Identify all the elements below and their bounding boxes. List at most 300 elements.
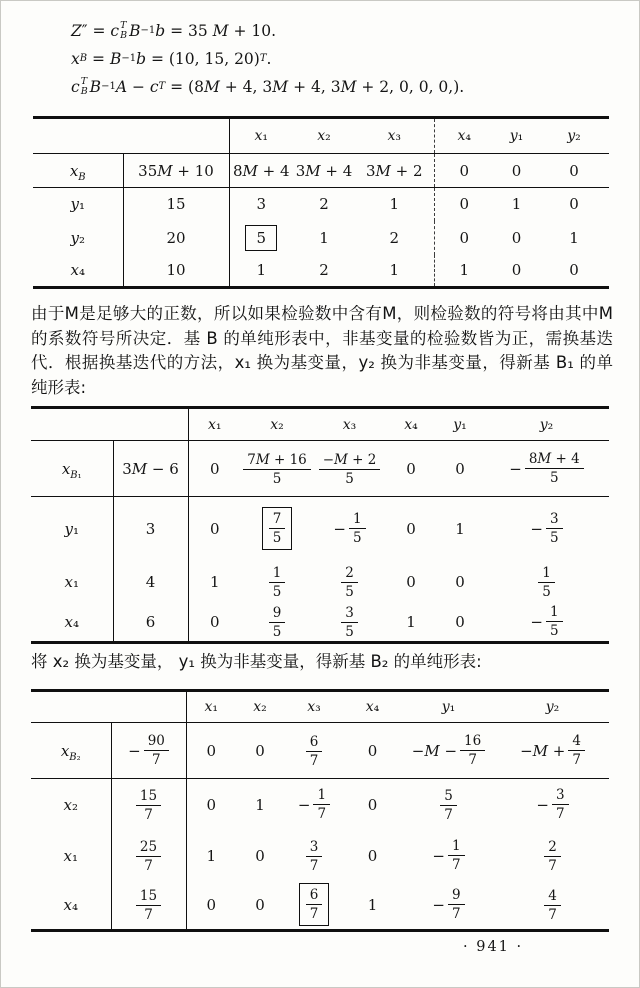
fraction-prefix: − xyxy=(128,741,141,760)
table-cell-value: 8M + 4 xyxy=(232,161,290,180)
fraction xyxy=(349,511,366,546)
numerator: 5 xyxy=(440,788,457,806)
table-cell xyxy=(284,779,344,831)
table-cell-value: 10 xyxy=(166,261,186,280)
table-cell xyxy=(241,603,313,643)
denominator: 7 xyxy=(555,806,565,823)
row-label-text: x₂ xyxy=(63,795,78,814)
subscript: B₁ xyxy=(70,469,82,481)
table-cell xyxy=(188,561,241,603)
row-label xyxy=(33,255,123,288)
table-row xyxy=(33,154,609,188)
numerator: 4 xyxy=(568,733,585,751)
row-label-text: y₁ xyxy=(70,195,85,214)
fraction xyxy=(552,787,569,822)
basis-value xyxy=(111,723,186,779)
fraction-value xyxy=(520,733,585,768)
table-cell-value: 2 xyxy=(389,228,400,247)
subscript: B xyxy=(78,171,86,183)
denominator: 5 xyxy=(352,530,362,547)
numerator: −M + 2 xyxy=(319,452,381,470)
column-header: x₂ xyxy=(241,408,313,441)
table-cell xyxy=(355,188,434,221)
pivot-box xyxy=(245,225,277,251)
table-cell xyxy=(539,221,609,255)
fraction-value xyxy=(243,452,311,487)
denominator: 7 xyxy=(451,906,461,923)
row-label xyxy=(31,497,113,561)
table-cell-value: 0 xyxy=(206,895,217,914)
numerator: 3 xyxy=(552,787,569,805)
table-corner xyxy=(31,408,188,441)
equation-text: Z″ = c xyxy=(71,22,120,40)
table-cell xyxy=(293,188,355,221)
basis-value xyxy=(123,188,229,221)
basis-value xyxy=(123,154,229,188)
table-cell-value: 1 xyxy=(256,261,267,280)
equation-block xyxy=(71,17,464,101)
fraction-value xyxy=(136,788,161,823)
fraction xyxy=(544,888,561,923)
denominator: 5 xyxy=(542,584,551,600)
denominator: 7 xyxy=(572,752,581,768)
denominator: 5 xyxy=(272,624,282,641)
numerator: 1 xyxy=(448,838,465,856)
fraction-value xyxy=(306,734,323,769)
row-label xyxy=(31,881,111,931)
fraction-value xyxy=(269,565,286,600)
fraction xyxy=(341,605,358,640)
table-row xyxy=(31,497,609,561)
superscript: T xyxy=(80,76,88,88)
table-cell xyxy=(539,255,609,288)
table-cell-value: 0 xyxy=(455,459,465,478)
table-row xyxy=(33,188,609,221)
table-cell-value: 1 xyxy=(367,895,378,914)
table-cell xyxy=(494,221,539,255)
table-cell-value: 0 xyxy=(459,228,470,247)
fraction-prefix: − xyxy=(536,795,549,814)
fraction xyxy=(306,887,323,922)
denominator: 5 xyxy=(549,470,559,486)
column-header: x₄ xyxy=(386,408,436,441)
fraction xyxy=(538,565,555,600)
table-cell xyxy=(236,779,284,831)
fraction-prefix: − xyxy=(432,895,445,914)
numerator: 1 xyxy=(538,565,555,583)
table-cell xyxy=(293,154,355,188)
equation-line: c T B B −1 A − c T = (8M + 4, 3M + 4, 3M + 2, 0, 0, 0,). xyxy=(71,76,465,97)
table-cell-value: 3M + 4 xyxy=(295,161,353,180)
table-cell xyxy=(434,255,494,288)
equation-text: A − c xyxy=(115,78,159,96)
denominator: 7 xyxy=(309,906,319,923)
table-cell-value: 0 xyxy=(406,459,416,478)
table-cell xyxy=(236,831,284,881)
table-cell xyxy=(186,831,236,881)
table-cell xyxy=(355,221,434,255)
row-label xyxy=(31,831,111,881)
table-corner xyxy=(31,691,186,723)
numerator: 3 xyxy=(306,839,323,857)
table-cell-value: 1 xyxy=(455,519,465,538)
table-cell-value: 20 xyxy=(166,228,186,247)
denominator: 5 xyxy=(272,584,282,600)
table-cell-value: 0 xyxy=(459,161,470,180)
numerator: 1 xyxy=(313,787,330,805)
fraction-value xyxy=(136,839,161,874)
table-cell-value: 0 xyxy=(209,519,220,538)
column-header: x₄ xyxy=(434,118,494,154)
fraction xyxy=(341,565,358,600)
table-cell xyxy=(386,497,436,561)
fraction-prefix: − xyxy=(530,612,543,631)
table-cell xyxy=(496,881,609,931)
fraction-value xyxy=(306,839,323,874)
basis-value xyxy=(111,779,186,831)
fraction-value xyxy=(298,787,330,822)
row-label-text: y₁ xyxy=(64,519,79,538)
table-cell-value: 1 xyxy=(389,261,400,280)
simplex-table-B1 xyxy=(31,406,609,644)
denominator: 7 xyxy=(548,858,557,874)
basis-value xyxy=(111,831,186,881)
denominator: 7 xyxy=(309,858,319,874)
fraction xyxy=(144,733,169,768)
fraction-value xyxy=(440,788,457,823)
table-cell-value: 0 xyxy=(511,161,522,180)
denominator: 7 xyxy=(144,858,153,874)
table-cell-value: 1 xyxy=(206,846,217,865)
pivot-cell-value: 5 xyxy=(256,228,267,247)
table-cell-value: 0 xyxy=(206,741,217,760)
numerator: 16 xyxy=(460,733,485,751)
table-cell-value: 0 xyxy=(569,195,579,214)
basis-value xyxy=(113,561,188,603)
fraction-value xyxy=(128,733,169,768)
table-cell-value: 3 xyxy=(256,195,267,214)
row-label-text: x₄ xyxy=(64,612,79,631)
row-label-text: $x_B$ xyxy=(69,161,86,183)
numerator: 1 xyxy=(546,604,563,622)
column-header: y₁ xyxy=(401,691,496,723)
table-cell xyxy=(434,188,494,221)
fraction xyxy=(269,511,286,546)
fraction xyxy=(448,838,465,873)
table-cell-value: 0 xyxy=(255,741,265,760)
row-label-text: x₄ xyxy=(70,261,85,280)
paragraph-pivot-note: 将 x₂ 换为基变量， y₁ 换为非基变量，得新基 B₂ 的单纯形表: xyxy=(31,652,482,671)
numerator: 90 xyxy=(144,733,169,751)
fraction xyxy=(544,839,561,874)
basis-value xyxy=(113,441,188,497)
row-label xyxy=(33,154,123,188)
table-cell xyxy=(484,497,609,561)
fraction-value xyxy=(269,605,286,640)
table-row xyxy=(31,603,609,643)
fraction xyxy=(448,887,465,922)
simplex-table-initial xyxy=(33,116,609,289)
table-cell xyxy=(313,497,386,561)
equation-text: = B xyxy=(87,50,122,68)
denominator: 7 xyxy=(144,907,153,924)
table-cell xyxy=(186,723,236,779)
table-cell-value: 1 xyxy=(511,195,522,214)
table-cell xyxy=(293,221,355,255)
table-cell xyxy=(401,779,496,831)
table-cell xyxy=(313,561,386,603)
fraction-value xyxy=(432,887,464,922)
fraction-value xyxy=(530,604,562,639)
fraction xyxy=(546,604,563,639)
fraction-prefix: − xyxy=(509,459,522,478)
table-cell xyxy=(236,723,284,779)
table-cell-value: 15 xyxy=(166,195,186,214)
table-cell xyxy=(484,441,609,497)
basis-value xyxy=(123,221,229,255)
fraction xyxy=(269,565,286,600)
simplex-table-B2 xyxy=(31,689,609,932)
numerator: 6 xyxy=(306,887,323,905)
table-cell-value: 0 xyxy=(569,261,579,280)
table-cell-value: 0 xyxy=(255,846,265,865)
row-label xyxy=(33,188,123,221)
fraction xyxy=(136,888,161,923)
table-cell-value: 0 xyxy=(367,741,378,760)
table-cell xyxy=(496,831,609,881)
row-label xyxy=(31,561,113,603)
fraction-value xyxy=(544,888,561,923)
denominator: 5 xyxy=(549,623,559,640)
table-row xyxy=(31,723,609,779)
denominator: 5 xyxy=(272,530,282,547)
table-cell xyxy=(344,831,401,881)
numerator: 3 xyxy=(341,605,358,623)
table-cell xyxy=(386,441,436,497)
table-cell xyxy=(436,603,484,643)
numerator: 1 xyxy=(269,565,286,583)
row-label xyxy=(33,221,123,255)
column-header: x₁ xyxy=(229,118,293,154)
equation-text: c xyxy=(71,78,80,96)
column-header: x₁ xyxy=(186,691,236,723)
table-row xyxy=(33,221,609,255)
basis-value xyxy=(123,255,229,288)
table-cell-value: 0 xyxy=(367,846,378,865)
table-cell xyxy=(386,561,436,603)
table-cell xyxy=(186,779,236,831)
fraction-prefix: − xyxy=(432,846,445,865)
table-cell xyxy=(313,441,386,497)
table-row xyxy=(31,441,609,497)
fraction xyxy=(568,733,585,768)
equation-text: x xyxy=(71,50,80,68)
column-header: y₁ xyxy=(436,408,484,441)
numerator: 15 xyxy=(136,788,161,806)
fraction-value xyxy=(333,511,365,546)
fraction-value xyxy=(432,838,464,873)
equation-text: B xyxy=(89,78,102,96)
column-header: y₂ xyxy=(496,691,609,723)
fraction-value xyxy=(530,511,562,546)
table-cell xyxy=(484,603,609,643)
numerator: 4 xyxy=(544,888,561,906)
table-cell xyxy=(188,497,241,561)
table-cell xyxy=(284,831,344,881)
fraction-prefix: − xyxy=(333,519,346,538)
table-cell xyxy=(241,561,313,603)
denominator: 7 xyxy=(317,806,327,823)
table-cell xyxy=(236,881,284,931)
fraction-prefix: − xyxy=(297,795,311,814)
table-cell xyxy=(355,154,434,188)
table-cell-value: 1 xyxy=(569,228,579,247)
table-cell xyxy=(436,497,484,561)
column-header: x₃ xyxy=(284,691,344,723)
page-number: · 941 · xyxy=(463,939,524,955)
table-cell-value: 1 xyxy=(459,261,470,280)
table-cell-value: 0 xyxy=(406,572,416,591)
numerator: 2 xyxy=(544,839,561,857)
pivot-box xyxy=(262,507,293,550)
numerator: 7M + 16 xyxy=(243,452,311,470)
denominator: 7 xyxy=(444,807,453,824)
table-cell xyxy=(293,255,355,288)
table-cell-value: 0 xyxy=(209,612,220,631)
fraction-value xyxy=(536,787,568,822)
row-label-text: x₁ xyxy=(64,572,79,591)
row-label-text: y₂ xyxy=(70,228,85,247)
fraction-prefix: −M − xyxy=(411,741,458,760)
fraction xyxy=(269,605,286,640)
fraction xyxy=(546,511,563,546)
table-cell-value: 4 xyxy=(145,572,156,591)
subscript: B xyxy=(80,86,88,97)
fraction xyxy=(319,452,381,487)
fraction xyxy=(525,451,584,486)
table-cell xyxy=(436,561,484,603)
table-cell-value: 0 xyxy=(511,228,522,247)
table-cell xyxy=(229,154,293,188)
row-label xyxy=(31,723,111,779)
equation-text: = (8M + 4, 3M + 4, 3M + 2, 0, 0, 0,). xyxy=(165,78,465,96)
table-cell-value: 6 xyxy=(145,612,156,631)
numerator: 15 xyxy=(136,888,161,906)
table-row xyxy=(31,779,609,831)
fraction-value xyxy=(509,451,583,486)
table-cell xyxy=(539,154,609,188)
table-cell-value: 1 xyxy=(389,195,400,214)
table-cell xyxy=(494,255,539,288)
numerator: 9 xyxy=(269,605,286,623)
table-cell xyxy=(386,603,436,643)
table-cell xyxy=(313,603,386,643)
table-cell xyxy=(496,723,609,779)
table-cell xyxy=(229,188,293,221)
fraction-prefix: − xyxy=(530,519,543,538)
equation-text: B xyxy=(129,22,141,40)
equation-text: b = (10, 15, 20) xyxy=(136,50,260,68)
table-cell-value: 2 xyxy=(319,261,329,280)
numerator: 2 xyxy=(341,565,358,583)
numerator: 8M + 4 xyxy=(525,451,584,469)
table-cell xyxy=(484,561,609,603)
table-cell xyxy=(284,723,344,779)
fraction-prefix: −M + xyxy=(520,741,566,760)
table-cell xyxy=(188,603,241,643)
table-cell-value: 0 xyxy=(455,572,465,591)
fraction xyxy=(136,839,161,874)
table-cell-value: 0 xyxy=(455,612,465,631)
denominator: 7 xyxy=(309,753,319,769)
pivot-cell-value xyxy=(299,883,330,926)
numerator: 1 xyxy=(349,511,366,529)
column-header: x₂ xyxy=(236,691,284,723)
table-cell xyxy=(539,188,609,221)
column-header: x₁ xyxy=(188,408,241,441)
row-label-text: x₄ xyxy=(63,895,78,914)
column-header: x₃ xyxy=(313,408,386,441)
paragraph-discussion: 由于M是足够大的正数，所以如果检验数中含有M，则检验数的符号将由其中M的系数符号所决定．基 B 的单纯形表中，非基变量的检验数皆为正，需换基迭代．根据换基迭代的方法，x₁ 换为基变量，y₂ 换为非基变量，得新基 B₁ 的单纯形表: xyxy=(31,304,613,397)
table-cell-value: 0 xyxy=(511,261,522,280)
fraction xyxy=(136,788,161,823)
pivot-cell xyxy=(229,221,293,255)
column-header: x₃ xyxy=(355,118,434,154)
row-label-text: $x_{B_1}$ xyxy=(61,459,82,481)
basis-value xyxy=(113,497,188,561)
table-cell-value: 35M + 10 xyxy=(138,161,214,180)
table-cell-value: 0 xyxy=(255,895,265,914)
row-label xyxy=(31,603,113,643)
equation-line: x B = B −1 b = (10, 15, 20) T . xyxy=(71,50,272,68)
table-row xyxy=(31,881,609,931)
equation-text: . xyxy=(266,50,272,68)
row-label-text: $x_{B_2}$ xyxy=(60,741,81,763)
denominator: 7 xyxy=(144,807,153,824)
table-cell xyxy=(229,255,293,288)
table-corner xyxy=(33,118,229,154)
numerator: 7 xyxy=(269,511,286,529)
pivot-cell xyxy=(241,497,313,561)
row-label xyxy=(31,441,113,497)
table-cell-value: 1 xyxy=(406,612,416,631)
table-cell xyxy=(344,779,401,831)
table-row xyxy=(31,831,609,881)
table-cell-value: 1 xyxy=(319,228,329,247)
table-cell-value: 1 xyxy=(255,795,265,814)
denominator: 7 xyxy=(151,752,161,768)
column-header: y₂ xyxy=(484,408,609,441)
table-cell xyxy=(401,881,496,931)
table-cell-value: 0 xyxy=(209,459,220,478)
sup-sub-stack xyxy=(120,21,127,41)
subscript: B xyxy=(120,30,128,41)
fraction xyxy=(306,734,323,769)
table-cell-value: 2 xyxy=(319,195,329,214)
fraction xyxy=(460,733,485,768)
fraction xyxy=(306,839,323,874)
column-header: y₂ xyxy=(539,118,609,154)
row-label-text: x₁ xyxy=(63,846,78,865)
equation-text: b = 35 M + 10. xyxy=(155,22,277,40)
fraction-value xyxy=(538,565,555,600)
table-cell-value: 0 xyxy=(459,195,470,214)
equation-line: Z″ = c T B B −1 b = 35 M + 10. xyxy=(71,20,277,41)
table-cell xyxy=(186,881,236,931)
table-cell-value: 3M + 2 xyxy=(365,161,423,180)
table-row xyxy=(31,561,609,603)
subscript: B₂ xyxy=(69,751,81,763)
